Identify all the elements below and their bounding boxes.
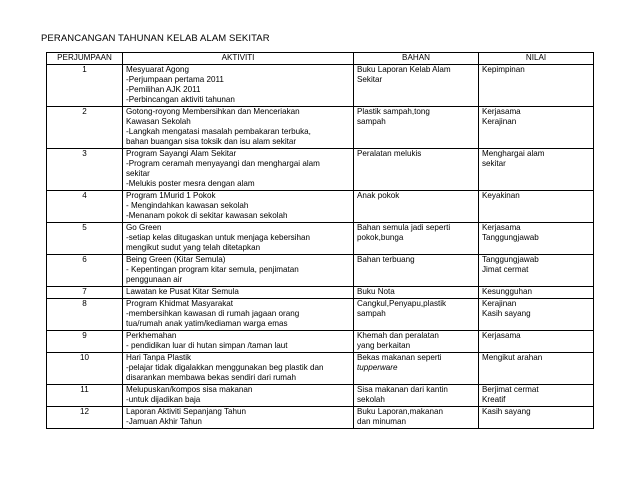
cell-nilai [479,223,594,255]
aktiviti-line: Kawasan Sekolah [126,117,191,126]
cell-perjumpaan: 4 [47,191,123,223]
nilai-line: Kerajinan [482,299,517,308]
header-nilai: NILAI [479,53,594,65]
table-row [47,299,594,331]
aktiviti-line: Being Green (Kitar Semula) [126,255,226,264]
bahan-line: Sekitar [357,75,383,84]
nilai-line: Jimat cermat [482,265,529,274]
aktiviti-line: - pendidikan luar di hutan simpan /taman laut [126,341,288,350]
cell-perjumpaan: 1 [47,65,123,107]
bahan-line: dan minuman [357,417,407,426]
bahan-line: Buku Nota [357,287,395,296]
cell-perjumpaan: 11 [47,385,123,407]
cell-aktiviti [123,149,354,191]
cell-perjumpaan: 3 [47,149,123,191]
nilai-line: Berjimat cermat [482,385,539,394]
table-row [47,255,594,287]
bahan-line: Buku Laporan,makanan [357,407,443,416]
aktiviti-line: Melupuskan/kompos sisa makanan [126,385,253,394]
cell-aktiviti [123,255,354,287]
aktiviti-line: mengikut sudut yang telah ditetapkan [126,243,261,252]
cell-aktiviti [123,191,354,223]
cell-perjumpaan: 10 [47,353,123,385]
header-bahan: BAHAN [354,53,479,65]
cell-aktiviti [123,385,354,407]
aktiviti-line: -Pemilihan AJK 2011 [126,85,201,94]
aktiviti-line: Laporan Aktiviti Sepanjang Tahun [126,407,246,416]
cell-nilai [479,353,594,385]
cell-aktiviti [123,299,354,331]
cell-aktiviti [123,353,354,385]
bahan-line: Peralatan melukis [357,149,422,158]
bahan-line: sekolah [357,395,385,404]
aktiviti-line: -Langkah mengatasi masalah pembakaran terbuka, [126,127,311,136]
bahan-line: Bekas makanan seperti [357,353,442,362]
aktiviti-line: -untuk dijadikan baja [126,395,201,404]
cell-nilai [479,107,594,149]
cell-perjumpaan: 12 [47,407,123,429]
bahan-line: Khemah dan peralatan [357,331,439,340]
table-body [47,65,594,429]
aktiviti-line: Hari Tanpa Plastik [126,353,192,362]
nilai-line: Kerajinan [482,117,517,126]
header-aktiviti: AKTIVITI [123,53,354,65]
table-row [47,191,594,223]
header-perjumpaan: PERJUMPAAN [47,53,123,65]
aktiviti-line: -membersihkan kawasan di rumah jagaan orang [126,309,300,318]
cell-aktiviti [123,107,354,149]
cell-bahan [354,191,479,223]
cell-bahan [354,223,479,255]
bahan-line: sampah [357,117,386,126]
cell-bahan [354,331,479,353]
bahan-line: Bahan semula jadi seperti [357,223,451,232]
bahan-line: Anak pokok [357,191,400,200]
aktiviti-line: Gotong-royong Membersihkan dan Menceriakan [126,107,300,116]
cell-perjumpaan: 9 [47,331,123,353]
cell-nilai [479,255,594,287]
aktiviti-line: bahan buangan sisa toksik dan isu alam sekitar [126,137,297,146]
aktiviti-line: sekitar [126,169,150,178]
nilai-line: Kepimpinan [482,65,525,74]
cell-bahan [354,353,479,385]
cell-bahan [354,385,479,407]
table-row [47,385,594,407]
aktiviti-line: Program Khidmat Masyarakat [126,299,234,308]
aktiviti-line: - Mengindahkan kawasan sekolah [126,201,249,210]
aktiviti-line: -setiap kelas ditugaskan untuk menjaga kebersihan [126,233,311,242]
aktiviti-line: -Program ceramah menyayangi dan menghargai alam [126,159,320,168]
bahan-line: Cangkul,Penyapu,plastik [357,299,447,308]
cell-perjumpaan: 6 [47,255,123,287]
table-row [47,287,594,299]
page-title: PERANCANGAN TAHUNAN KELAB ALAM SEKITAR [41,33,270,44]
cell-bahan [354,107,479,149]
cell-aktiviti [123,65,354,107]
nilai-line: Kreatif [482,395,506,404]
cell-bahan [354,407,479,429]
aktiviti-line: -Perbincangan aktiviti tahunan [126,95,235,104]
nilai-line: Kerjasama [482,107,521,116]
bahan-line: tupperware [357,363,398,372]
bahan-line: sampah [357,309,386,318]
table-row [47,407,594,429]
aktiviti-line: penggunaan air [126,275,183,284]
cell-perjumpaan: 5 [47,223,123,255]
aktiviti-line: Lawatan ke Pusat Kitar Semula [126,287,239,296]
bahan-line: Buku Laporan Kelab Alam [357,65,451,74]
aktiviti-line: Program 1Murid 1 Pokok [126,191,216,200]
cell-perjumpaan: 7 [47,287,123,299]
cell-bahan [354,255,479,287]
cell-bahan [354,287,479,299]
table-row [47,353,594,385]
nilai-line: Tanggungjawab [482,255,539,264]
cell-nilai [479,65,594,107]
cell-nilai [479,149,594,191]
table-row [47,149,594,191]
cell-nilai [479,331,594,353]
nilai-line: Kasih sayang [482,407,531,416]
cell-perjumpaan: 2 [47,107,123,149]
nilai-line: Mengikut arahan [482,353,543,362]
nilai-line: Keyakinan [482,191,520,200]
bahan-line: yang berkaitan [357,341,411,350]
nilai-line: Menghargai alam [482,149,545,158]
table-row [47,107,594,149]
nilai-line: Tanggungjawab [482,233,539,242]
table-row [47,223,594,255]
aktiviti-line: -Menanam pokok di sekitar kawasan sekolah [126,211,288,220]
nilai-line: Kesungguhan [482,287,532,296]
bahan-line: Plastik sampah,tong [357,107,430,116]
cell-bahan [354,149,479,191]
nilai-line: Kerjasama [482,331,521,340]
cell-nilai [479,287,594,299]
cell-aktiviti [123,407,354,429]
cell-aktiviti [123,223,354,255]
aktiviti-line: -pelajar tidak digalakkan menggunakan beg plastik dan [126,363,324,372]
cell-bahan [354,299,479,331]
aktiviti-line: Program Sayangi Alam Sekitar [126,149,237,158]
cell-nilai [479,299,594,331]
table-row [47,65,594,107]
bahan-line: Sisa makanan dari kantin [357,385,448,394]
aktiviti-line: -Perjumpaan pertama 2011 [126,75,224,84]
bahan-line: Bahan terbuang [357,255,415,264]
cell-perjumpaan: 8 [47,299,123,331]
cell-bahan [354,65,479,107]
aktiviti-line: -Jamuan Akhir Tahun [126,417,202,426]
cell-nilai [479,191,594,223]
aktiviti-line: - Kepentingan program kitar semula, penjimatan [126,265,299,274]
table-row [47,331,594,353]
annual-plan-table [46,52,594,429]
bahan-line: pokok,bunga [357,233,404,242]
table-header-row [47,53,594,65]
cell-nilai [479,385,594,407]
cell-aktiviti [123,287,354,299]
nilai-line: sekitar [482,159,506,168]
cell-nilai [479,407,594,429]
aktiviti-line: Go Green [126,223,162,232]
aktiviti-line: tua/rumah anak yatim/kediaman warga emas [126,319,288,328]
cell-aktiviti [123,331,354,353]
nilai-line: Kerjasama [482,223,521,232]
nilai-line: Kasih sayang [482,309,531,318]
aktiviti-line: Perkhemahan [126,331,177,340]
aktiviti-line: -Melukis poster mesra dengan alam [126,179,255,188]
aktiviti-line: disarankan membawa bekas sendiri dari rumah [126,373,297,382]
aktiviti-line: Mesyuarat Agong [126,65,189,74]
